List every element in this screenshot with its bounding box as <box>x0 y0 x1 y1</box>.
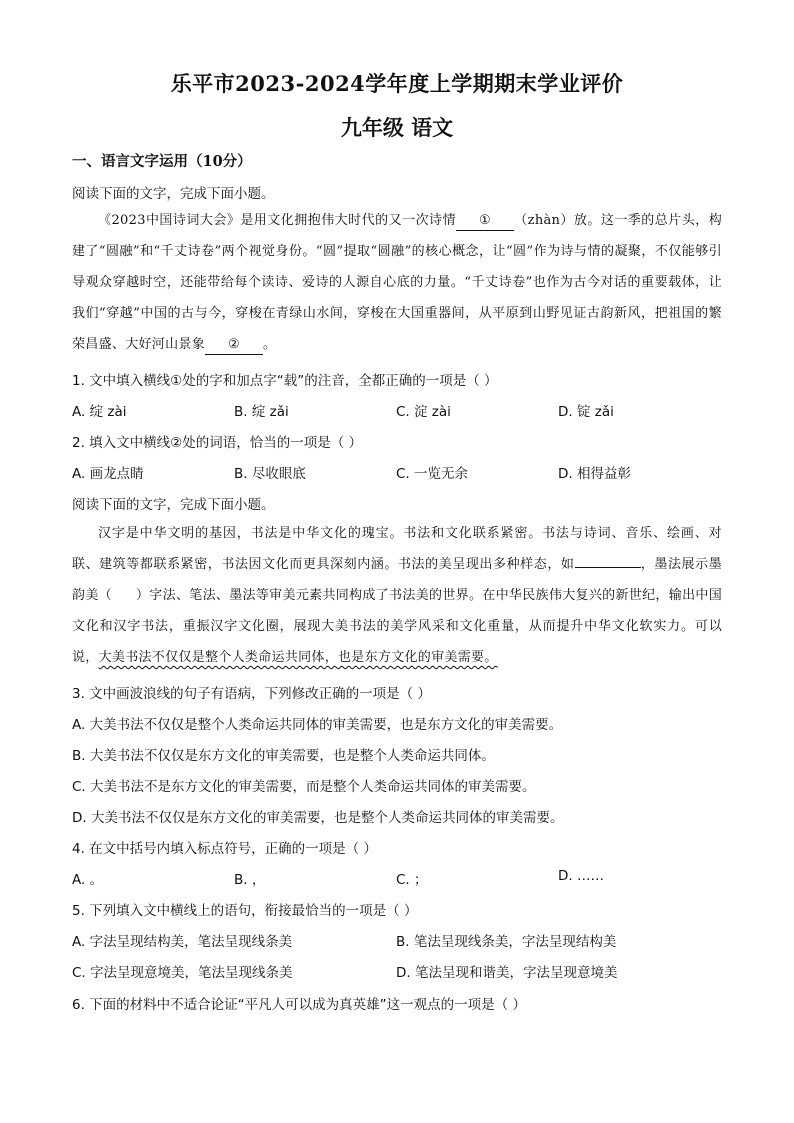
blank-dash <box>575 553 641 568</box>
passage-1-text: 。 <box>263 337 277 352</box>
option-a[interactable]: A. 字法呈现结构美，笔法呈现线条美 <box>72 934 293 950</box>
option-d[interactable]: D. 笔法呈现和谐美，字法呈现意境美 <box>396 965 618 981</box>
option-a[interactable]: A. 。 <box>72 872 104 888</box>
option-d[interactable]: D. …… <box>558 868 604 884</box>
option-c[interactable]: C. ； <box>396 872 428 888</box>
exam-title: 乐平市2023-2024学年度上学期期末学业评价 <box>170 71 624 96</box>
exam-subtitle: 九年级 语文 <box>340 115 454 140</box>
question-6-stem: 6. 下面的材料中不适合论证“平凡人可以成为真英雄”这一观点的一项是（ ） <box>72 997 526 1013</box>
passage-2-text: 汉字是中华文明的基因，书法是中华文化的瑰宝。书法和文化联系紧密。书法与诗词、音乐、绘画、对联、建筑等都联系紧密，书法因文化而更具深刻内涵。书法的美呈现出多种样态，如 <box>72 526 722 572</box>
question-5-options-row-2 <box>72 961 732 981</box>
question-5-options-row-1 <box>72 930 732 950</box>
blank-2: ② <box>205 336 263 355</box>
question-1-stem: 1. 文中填入横线①处的字和加点字“载”的注音，全都正确的一项是（ ） <box>72 373 498 389</box>
option-d[interactable]: D. 相得益彰 <box>558 466 631 482</box>
question-2-options <box>72 462 732 482</box>
option-b[interactable]: B. 绽 zǎi <box>234 404 289 420</box>
option-b[interactable]: B. ， <box>234 872 266 888</box>
instruction: 阅读下面的文字，完成下面小题。 <box>72 186 275 202</box>
passage-1-text: 《2023中国诗词大会》是用文化拥抱伟大时代的又一次诗情 <box>98 213 457 228</box>
passage-1 <box>72 205 722 360</box>
passage-2 <box>72 518 722 673</box>
question-2-stem: 2. 填入文中横线②处的词语，恰当的一项是（ ） <box>72 435 363 451</box>
passage-2-text: ）字法、笔法、墨法等审美元素共同构成了书法美的世界。在中华民族伟大复兴的新世纪，输出中国文化和汉字书法，重振汉字文化圈，展现大美书法的美学风采和文化重量，从而提升中华文化软实力。可以说， <box>72 588 723 665</box>
question-4-options <box>72 868 732 888</box>
question-3-stem: 3. 文中画波浪线的句子有语病，下列修改正确的一项是（ ） <box>72 686 431 702</box>
passage-1-text: （zhàn）放。这一季的总片头，构建了“圆融”和“千丈诗卷”两个视觉身份。“圆”提取“圆融”的核心概念，让“圆”作为诗与情的凝聚，不仅能够引导观众穿越时空，还能带给每个读诗、爱诗的人源自心底的力量。“千丈诗卷”也作为古今对话的重要载体，让我们“穿越”中国的古与今，穿梭在青绿山水间，穿梭在大国重器间，从平原到山野见证古韵新风，把祖国的繁荣昌盛、大好河山景象 <box>72 213 722 352</box>
option-c[interactable]: C. 字法呈现意境美，笔法呈现线条美 <box>72 965 293 981</box>
option-c[interactable]: C. 淀 zài <box>396 404 451 420</box>
section-heading: 一、语言文字运用（10分） <box>72 153 252 170</box>
question-4-stem: 4. 在文中括号内填入标点符号，正确的一项是（ ） <box>72 841 377 857</box>
option-b[interactable]: B. 笔法呈现线条美，字法呈现结构美 <box>396 934 617 950</box>
option-b[interactable]: B. 尽收眼底 <box>234 466 306 482</box>
option-a[interactable]: A. 画龙点睛 <box>72 466 144 482</box>
wavy-sentence: 大美书法不仅仅是整个人类命运共同体，也是东方文化的审美需要。 <box>98 650 498 665</box>
option-d[interactable]: D. 锭 zǎi <box>558 404 614 420</box>
option-c[interactable]: C. 一览无余 <box>396 466 469 482</box>
question-1-options <box>72 400 732 420</box>
option-a[interactable]: A. 绽 zài <box>72 404 127 420</box>
instruction: 阅读下面的文字，完成下面小题。 <box>72 497 275 513</box>
passage-2-text: ，墨法展示墨韵美（ <box>72 557 722 603</box>
option-b[interactable]: B. 大美书法不仅仅是东方文化的审美需要，也是整个人类命运共同体。 <box>72 748 495 764</box>
option-a[interactable]: A. 大美书法不仅仅是整个人类命运共同体的审美需要，也是东方文化的审美需要。 <box>72 717 563 733</box>
option-d[interactable]: D. 大美书法不仅仅是东方文化的审美需要，也是整个人类命运共同体的审美需要。 <box>72 810 564 826</box>
blank-1: ① <box>456 212 514 231</box>
question-5-stem: 5. 下列填入文中横线上的语句，衔接最恰当的一项是（ ） <box>72 903 418 919</box>
option-c[interactable]: C. 大美书法不是东方文化的审美需要，而是整个人类命运共同体的审美需要。 <box>72 779 536 795</box>
